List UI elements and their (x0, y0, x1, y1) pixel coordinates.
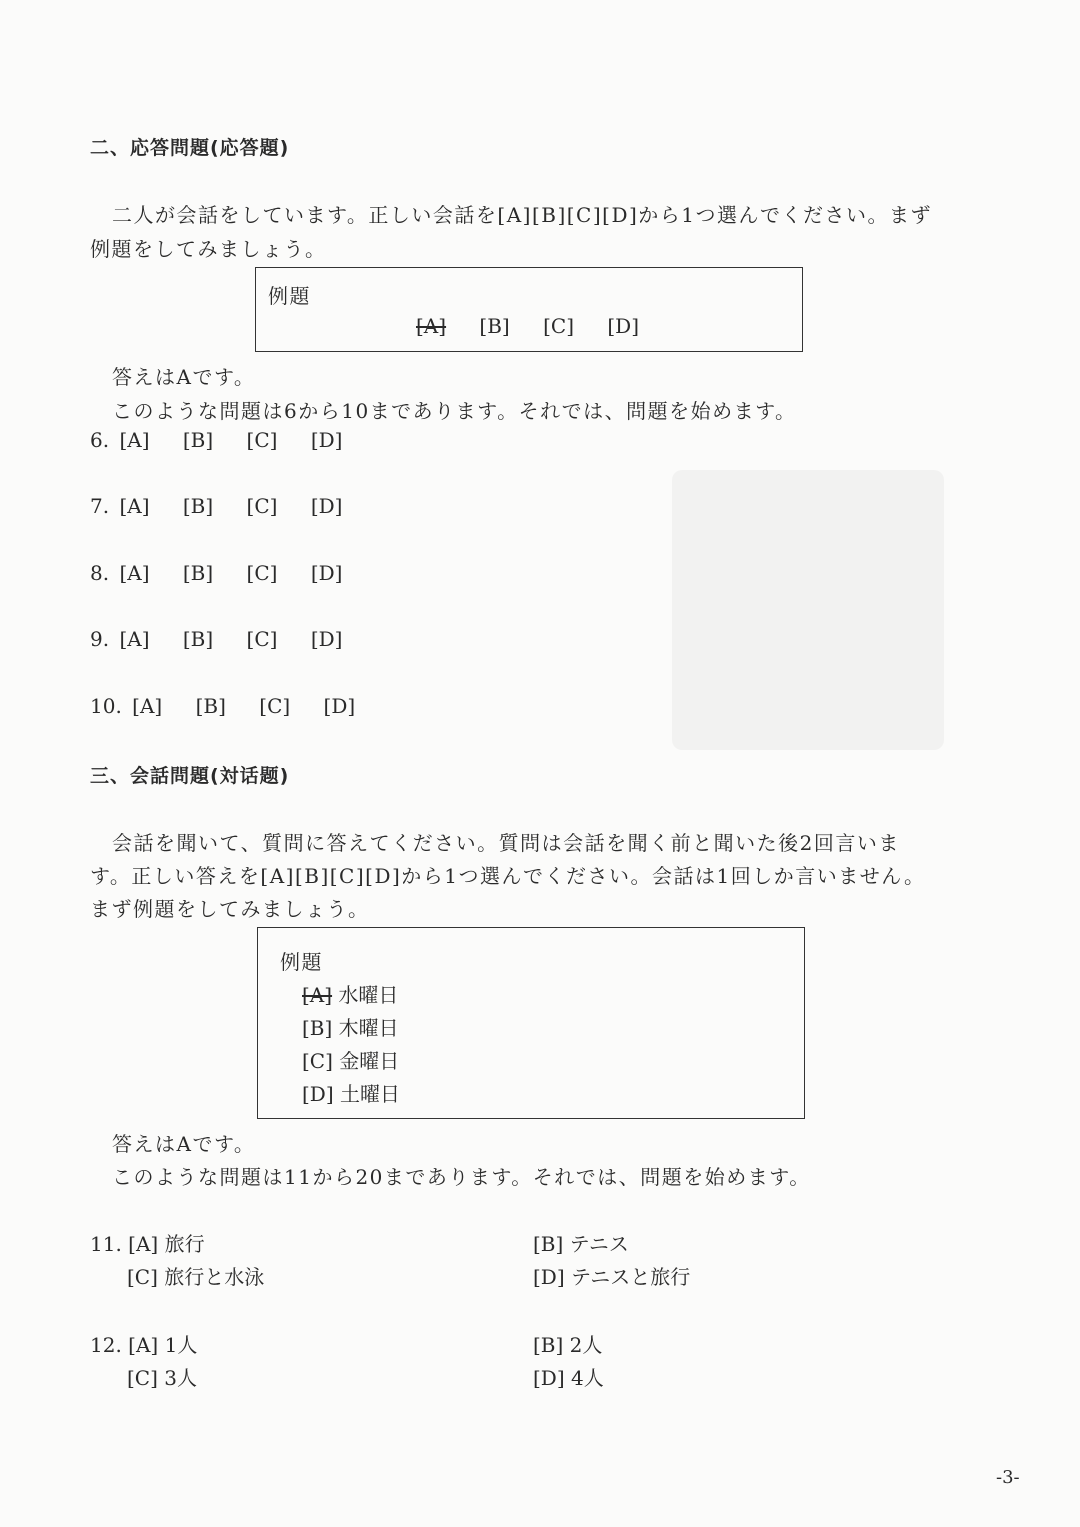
option-text: 4人 (571, 1366, 604, 1390)
section3-heading: 三、会話問題(対话题) (90, 765, 290, 787)
option-a[interactable]: [A] (119, 561, 150, 585)
option-text: テニス (569, 1232, 629, 1256)
example-option-a (302, 979, 398, 1008)
example-option-c-label: [C] (302, 1049, 333, 1073)
example-option-a-label: [A] (302, 983, 333, 1007)
question-12-option-a[interactable] (90, 1329, 197, 1358)
question-12-option-d[interactable] (533, 1362, 604, 1391)
option-label: [A] (128, 1232, 159, 1256)
example-option-d-label: [D] (302, 1082, 334, 1106)
option-c[interactable]: [C] (246, 627, 278, 651)
option-d[interactable]: [D] (310, 494, 343, 518)
question-row (90, 561, 369, 585)
section3-example-title: 例題 (280, 950, 323, 974)
option-d[interactable]: [D] (310, 627, 343, 651)
option-label: [B] (533, 1232, 564, 1256)
option-a[interactable]: [A] (132, 694, 163, 718)
option-text: テニスと旅行 (571, 1265, 691, 1289)
option-b[interactable]: [B] (182, 428, 214, 452)
question-row (90, 428, 369, 452)
option-label: [D] (533, 1366, 565, 1390)
option-a[interactable]: [A] (119, 627, 150, 651)
section3-example-box (257, 927, 805, 1119)
example-option-b-label: [B] (302, 1016, 333, 1040)
option-c[interactable]: [C] (246, 494, 278, 518)
example-option-b (302, 1012, 399, 1041)
question-row (90, 694, 382, 718)
option-text: 旅行 (164, 1232, 205, 1256)
question-11-option-a[interactable] (90, 1228, 205, 1257)
page-number: -3- (996, 1467, 1020, 1488)
section2-answer-note: 答えはAです。 (112, 365, 256, 389)
example-option-d: [D] (607, 314, 640, 338)
section3-instruction-line3: まず例題をしてみましょう。 (90, 897, 370, 921)
option-label: [C] (127, 1265, 158, 1289)
question-number: 6. (90, 428, 110, 452)
option-text: 3人 (164, 1366, 198, 1390)
example-option-d (302, 1078, 400, 1107)
example-option-c: [C] (543, 314, 575, 338)
option-b[interactable]: [B] (182, 561, 214, 585)
section3-instruction-line1: 会話を聞いて、質問に答えてください。質問は会話を聞く前と聞いた後2回言いま (112, 831, 900, 855)
option-a[interactable]: [A] (119, 494, 150, 518)
option-d[interactable]: [D] (310, 428, 343, 452)
option-label: [A] (128, 1333, 159, 1357)
section2-instruction-line1: 二人が会話をしています。正しい会話を[A][B][C][D]から1つ選んでください。まず (112, 203, 933, 227)
option-text: 1人 (164, 1333, 198, 1357)
option-label: [D] (533, 1265, 565, 1289)
option-d[interactable]: [D] (323, 694, 356, 718)
section3-answer-note: 答えはAです。 (112, 1132, 256, 1156)
scan-smudge (672, 470, 944, 750)
section2-example-box (255, 267, 803, 352)
example-option-c-text: 金曜日 (339, 1049, 400, 1073)
question-number: 10. (90, 694, 122, 718)
section3-instruction-line2: す。正しい答えを[A][B][C][D]から1つ選んでください。会話は1回しか言いません。 (90, 864, 926, 888)
option-a[interactable]: [A] (119, 428, 150, 452)
example-option-a: [A] (416, 314, 447, 338)
example-option-b-text: 木曜日 (338, 1016, 399, 1040)
question-11-option-b[interactable] (533, 1228, 629, 1257)
option-c[interactable]: [C] (246, 428, 278, 452)
section2-example-options (416, 314, 666, 338)
option-label: [C] (127, 1366, 158, 1390)
question-number: 8. (90, 561, 110, 585)
question-number: 12. (90, 1333, 122, 1357)
option-d[interactable]: [D] (310, 561, 343, 585)
section2-example-title: 例題 (268, 284, 311, 308)
section3-range-note: このような問題は11から20まであります。それでは、問題を始めます。 (112, 1165, 811, 1189)
question-number: 11. (90, 1232, 122, 1256)
question-11-option-c[interactable] (127, 1261, 264, 1290)
example-option-b: [B] (479, 314, 510, 338)
question-row (90, 627, 369, 651)
question-number: 9. (90, 627, 110, 651)
section2-instruction-line2: 例題をしてみましょう。 (90, 237, 327, 261)
option-text: 旅行と水泳 (164, 1265, 265, 1289)
example-option-a-text: 水曜日 (338, 983, 399, 1007)
option-text: 2人 (569, 1333, 603, 1357)
example-option-c (302, 1045, 399, 1074)
section2-heading: 二、応答問題(応答題) (90, 137, 290, 159)
option-b[interactable]: [B] (182, 494, 214, 518)
question-number: 7. (90, 494, 110, 518)
section2-range-note: このような問題は6から10まであります。それでは、問題を始めます。 (112, 399, 797, 423)
question-row (90, 494, 369, 518)
question-12-option-c[interactable] (127, 1362, 197, 1391)
option-b[interactable]: [B] (182, 627, 214, 651)
question-11-option-d[interactable] (533, 1261, 690, 1290)
option-c[interactable]: [C] (246, 561, 278, 585)
question-12-option-b[interactable] (533, 1329, 602, 1358)
example-option-d-text: 土曜日 (340, 1082, 400, 1106)
option-c[interactable]: [C] (259, 694, 291, 718)
option-b[interactable]: [B] (195, 694, 226, 718)
option-label: [B] (533, 1333, 564, 1357)
